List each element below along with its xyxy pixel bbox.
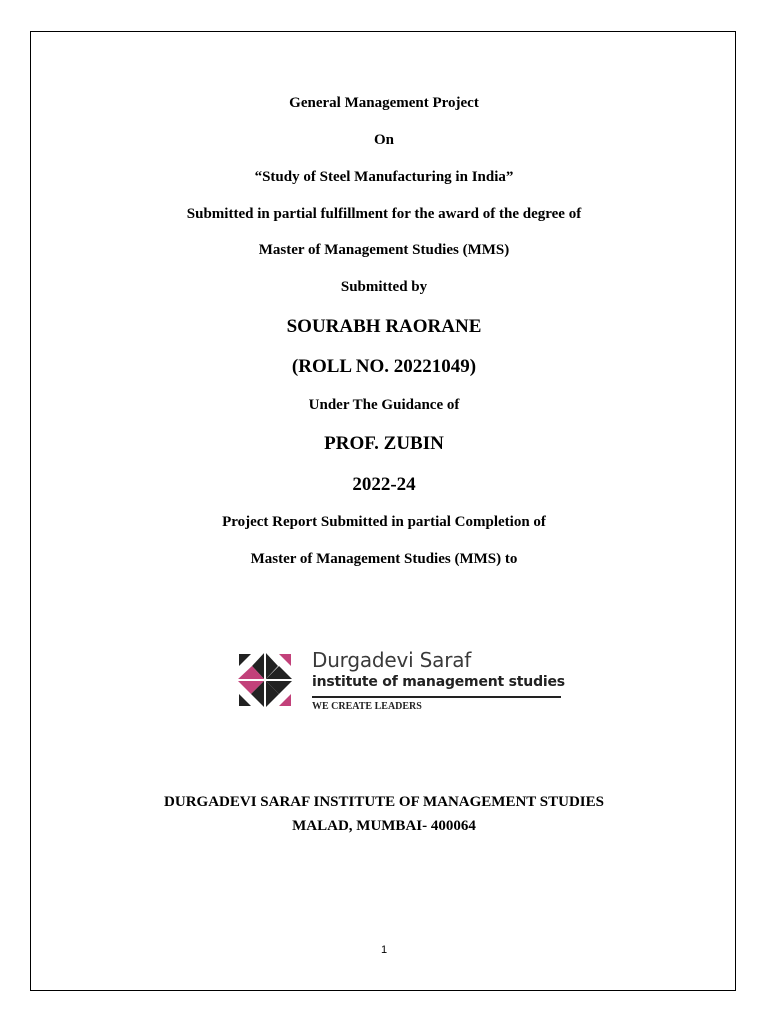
institute-address: MALAD, MUMBAI- 400064 — [292, 818, 476, 834]
student-name: SOURABH RAORANE — [286, 316, 482, 337]
guide-name: PROF. ZUBIN — [324, 433, 444, 454]
degree-name: Master of Management Studies (MMS) — [258, 242, 510, 258]
submitted-by-label: Submitted by — [340, 279, 428, 295]
submission-purpose: Submitted in partial fulfillment for the award of the degree of — [186, 206, 582, 222]
roll-number: (ROLL NO. 20221049) — [291, 356, 477, 377]
logo-tagline: WE CREATE LEADERS — [312, 701, 422, 712]
degree-to: Master of Management Studies (MMS) to — [250, 551, 518, 567]
logo-divider — [312, 696, 561, 698]
institute-name: DURGADEVI SARAF INSTITUTE OF MANAGEMENT STUDIES — [164, 794, 604, 810]
project-title: “Study of Steel Manufacturing in India” — [254, 169, 514, 185]
institute-logo-mark-icon — [236, 651, 294, 709]
report-statement: Project Report Submitted in partial Completion of — [222, 514, 546, 530]
institute-logo — [236, 648, 566, 718]
logo-subtitle: institute of management studies — [312, 674, 565, 690]
page-number: 1 — [380, 944, 388, 956]
on-label: On — [373, 132, 394, 148]
logo-name: Durgadevi Saraf — [312, 648, 472, 672]
guidance-label: Under The Guidance of — [308, 397, 460, 413]
academic-year: 2022-24 — [352, 474, 416, 495]
project-type: General Management Project — [289, 95, 479, 111]
